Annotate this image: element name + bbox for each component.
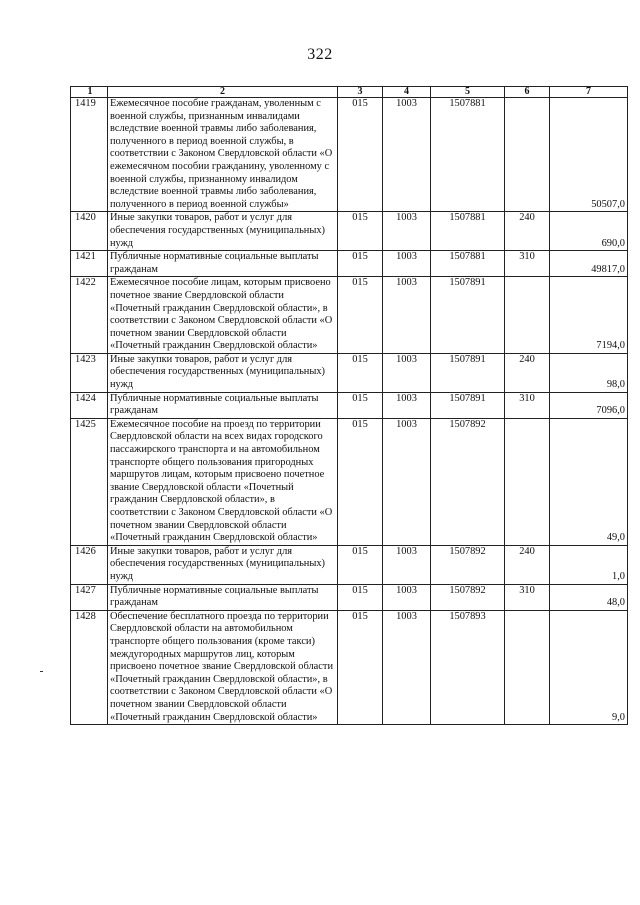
- row-col3: 015: [338, 277, 383, 354]
- table-row: [71, 392, 628, 418]
- row-col6: [505, 98, 550, 212]
- row-col3: 015: [338, 98, 383, 212]
- column-header-5: 5: [431, 87, 505, 98]
- table-row: [71, 98, 628, 212]
- table-header-row: [71, 87, 628, 98]
- row-col3: 015: [338, 251, 383, 277]
- budget-table: [70, 86, 628, 725]
- row-amount: 690,0: [550, 212, 628, 251]
- row-amount: 1,0: [550, 545, 628, 584]
- table-row: [71, 277, 628, 354]
- row-col6: 240: [505, 353, 550, 392]
- row-col6: 240: [505, 212, 550, 251]
- row-number: 1421: [71, 251, 108, 277]
- row-col6: [505, 610, 550, 724]
- row-number: 1419: [71, 98, 108, 212]
- row-col4: 1003: [383, 251, 431, 277]
- table-row: [71, 584, 628, 610]
- row-col5: 1507893: [431, 610, 505, 724]
- row-number: 1422: [71, 277, 108, 354]
- row-col4: 1003: [383, 392, 431, 418]
- row-amount: 50507,0: [550, 98, 628, 212]
- row-amount: 7194,0: [550, 277, 628, 354]
- row-number: 1428: [71, 610, 108, 724]
- row-col4: 1003: [383, 545, 431, 584]
- row-col5: 1507891: [431, 277, 505, 354]
- row-col4: 1003: [383, 98, 431, 212]
- row-amount: 9,0: [550, 610, 628, 724]
- column-header-6: 6: [505, 87, 550, 98]
- column-header-4: 4: [383, 87, 431, 98]
- page-number: 322: [307, 46, 333, 63]
- row-col6: 310: [505, 251, 550, 277]
- column-header-7: 7: [550, 87, 628, 98]
- row-col5: 1507892: [431, 418, 505, 545]
- row-col3: 015: [338, 392, 383, 418]
- row-col3: 015: [338, 353, 383, 392]
- row-col5: 1507881: [431, 98, 505, 212]
- row-name: Ежемесячное пособие лицам, которым присвоено почетное звание Свердловской области «Почетный гражданин Свердловской области», в соответствии с Законом Свердловской области «О почетном звании Свердловской области «Почетный гражданин Свердловской области»: [108, 277, 338, 354]
- row-number: 1423: [71, 353, 108, 392]
- column-header-2: 2: [108, 87, 338, 98]
- row-col3: 015: [338, 212, 383, 251]
- row-name: Публичные нормативные социальные выплаты гражданам: [108, 392, 338, 418]
- table-row: [71, 545, 628, 584]
- row-col5: 1507881: [431, 212, 505, 251]
- row-number: 1425: [71, 418, 108, 545]
- row-col4: 1003: [383, 610, 431, 724]
- row-name: Иные закупки товаров, работ и услуг для обеспечения государственных (муниципальных) нужд: [108, 353, 338, 392]
- scan-margin-mark: [40, 671, 43, 672]
- row-col6: [505, 277, 550, 354]
- row-name: Ежемесячное пособие на проезд по территории Свердловской области на всех видах городского пассажирского транспорта и на автомобильном транспорте общего пользования пригородных маршрутов лицам, которым присвоено почетное звание Свердловской области «Почетный гражданин Свердловской области», в соответствии с Законом Свердловской области «О почетном звании Свердловской области «Почетный гражданин Свердловской области»: [108, 418, 338, 545]
- row-col5: 1507892: [431, 584, 505, 610]
- row-col5: 1507892: [431, 545, 505, 584]
- table-row: [71, 212, 628, 251]
- row-name: Иные закупки товаров, работ и услуг для обеспечения государственных (муниципальных) нужд: [108, 545, 338, 584]
- row-name: Публичные нормативные социальные выплаты гражданам: [108, 584, 338, 610]
- table-row: [71, 353, 628, 392]
- row-col3: 015: [338, 418, 383, 545]
- table-row: [71, 610, 628, 724]
- row-number: 1427: [71, 584, 108, 610]
- row-name: Ежемесячное пособие гражданам, уволенным с военной службы, признанным инвалидами вследствие военной травмы либо заболевания, полученного в период военной службы, в соответствии с Законом Свердловской области «О ежемесячном пособии гражданину, уволенному с военной службы, признанному инвалидом вследствие военной травмы либо заболевания, полученного в период военной службы»: [108, 98, 338, 212]
- row-amount: 7096,0: [550, 392, 628, 418]
- table-row: [71, 251, 628, 277]
- row-name: Иные закупки товаров, работ и услуг для обеспечения государственных (муниципальных) нужд: [108, 212, 338, 251]
- row-name: Публичные нормативные социальные выплаты гражданам: [108, 251, 338, 277]
- column-header-1: 1: [71, 87, 108, 98]
- row-col4: 1003: [383, 353, 431, 392]
- row-col3: 015: [338, 584, 383, 610]
- row-col4: 1003: [383, 584, 431, 610]
- table-row: [71, 418, 628, 545]
- row-col3: 015: [338, 610, 383, 724]
- row-amount: 49,0: [550, 418, 628, 545]
- row-col5: 1507891: [431, 353, 505, 392]
- row-amount: 98,0: [550, 353, 628, 392]
- row-col6: 240: [505, 545, 550, 584]
- row-col4: 1003: [383, 212, 431, 251]
- row-name: Обеспечение бесплатного проезда по территории Свердловской области на автомобильном транспорте общего пользования (кроме такси) междугородных маршрутов лиц, которым присвоено почетное звание Свердловской области «Почетный гражданин Свердловской области», в соответствии с Законом Свердловской области «О почетном звании Свердловской области «Почетный гражданин Свердловской области»: [108, 610, 338, 724]
- row-number: 1426: [71, 545, 108, 584]
- row-col4: 1003: [383, 277, 431, 354]
- row-amount: 48,0: [550, 584, 628, 610]
- row-amount: 49817,0: [550, 251, 628, 277]
- row-col5: 1507881: [431, 251, 505, 277]
- row-col3: 015: [338, 545, 383, 584]
- row-col6: 310: [505, 584, 550, 610]
- row-number: 1420: [71, 212, 108, 251]
- row-number: 1424: [71, 392, 108, 418]
- row-col6: [505, 418, 550, 545]
- row-col5: 1507891: [431, 392, 505, 418]
- row-col4: 1003: [383, 418, 431, 545]
- column-header-3: 3: [338, 87, 383, 98]
- row-col6: 310: [505, 392, 550, 418]
